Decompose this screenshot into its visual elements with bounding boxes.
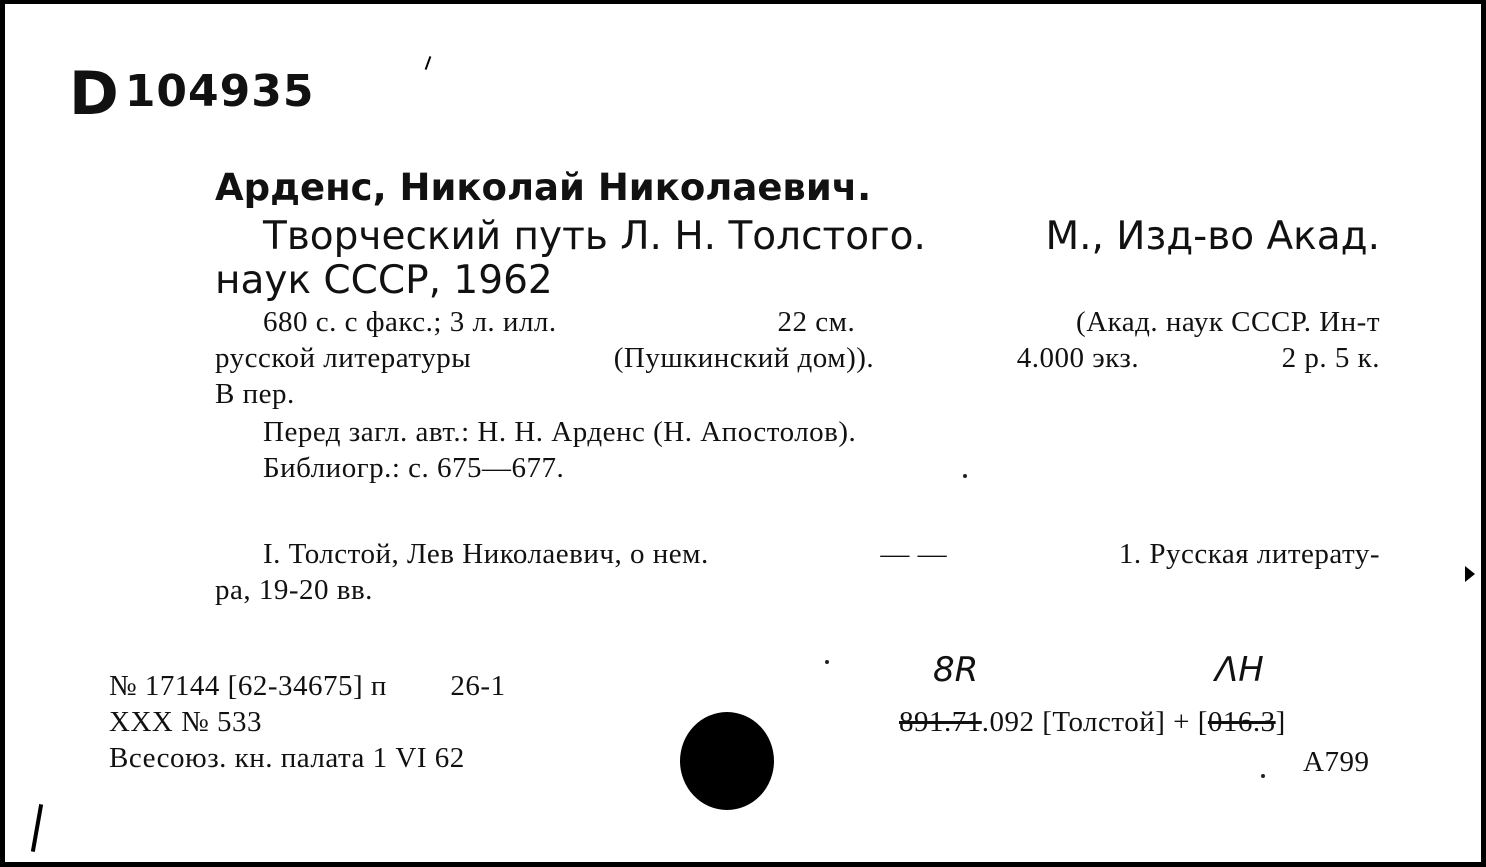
dimensions: 22 см. [777, 306, 856, 338]
title-text: Творческий путь Л. Н. Толстого. [263, 214, 926, 259]
ink-speck [825, 660, 829, 664]
udc-close: ] [1275, 706, 1286, 738]
registry-number: № 17144 [62-34675] п [109, 670, 387, 702]
call-number-digits: 104935 [124, 66, 315, 117]
subject-tracing: I. Толстой, Лев Николаевич, о нем. [263, 538, 709, 570]
edge-pen-mark [31, 804, 43, 852]
binding-note: В пер. [215, 378, 295, 410]
physical-line-1 [215, 306, 1380, 339]
bibliography-note: Библиогр.: с. 675—677. [263, 452, 565, 484]
pagination: 680 с. с факс.; 3 л. илл. [263, 306, 557, 338]
udc-main: .092 [Толстой] + [ [981, 706, 1208, 738]
subject-tracing-2: 1. Русская литерату- [1118, 538, 1380, 570]
price: 2 р. 5 к. [1281, 342, 1380, 374]
registry-line-3: Всесоюз. кн. палата 1 VI 62 [109, 742, 465, 774]
udc-struck-suffix: 016.3 [1207, 706, 1276, 738]
series-open: (Акад. наук СССР. Ин-т [1076, 306, 1380, 338]
pen-tick-mark [425, 56, 432, 70]
udc-struck-prefix: 891.71 [899, 706, 982, 738]
author-heading: Арденс, Николай Николаевич. [215, 166, 872, 209]
call-number [69, 59, 315, 129]
series-name: русской литературы [215, 342, 472, 374]
tracings-line-2: ра, 19-20 вв. [215, 574, 373, 606]
registry-line-2: XXX № 533 [109, 706, 262, 738]
punch-hole [680, 712, 774, 810]
ink-speck [1261, 774, 1265, 778]
udc-line [899, 706, 1286, 739]
edge-arrow-mark [1465, 566, 1475, 582]
title-line-2: наук СССР, 1962 [215, 258, 553, 303]
registry-code: 26-1 [450, 670, 506, 702]
ink-speck [963, 474, 967, 478]
series-subname: (Пушкинский дом)). [613, 342, 875, 374]
title-line-1 [215, 214, 1380, 259]
tracings-line-1 [215, 538, 1380, 571]
print-run: 4.000 экз. [1016, 342, 1140, 374]
physical-line-2 [215, 342, 1380, 375]
author-note: Перед загл. авт.: Н. Н. Арденс (Н. Апостолов). [263, 416, 857, 448]
publisher-text: М., Изд-во Акад. [1045, 214, 1380, 259]
tracing-separator: — — [880, 538, 948, 570]
shelf-mark: А799 [1303, 746, 1370, 778]
call-number-letter: D [69, 59, 121, 129]
registry-line-1 [109, 670, 506, 703]
handwritten-code-left: 8R [933, 650, 979, 690]
handwritten-code-right: ΛH [1215, 650, 1264, 690]
